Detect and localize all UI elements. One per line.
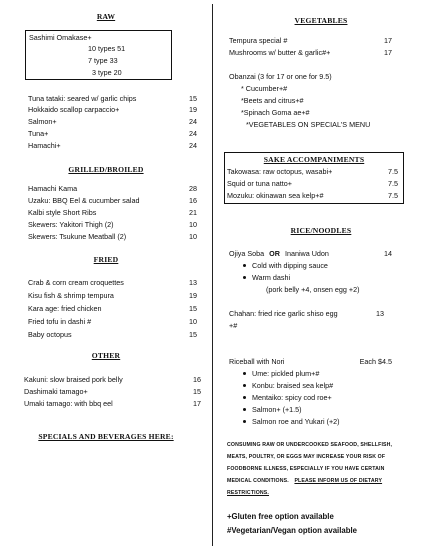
grilled-title: GRILLED/BROILED xyxy=(68,165,144,174)
menu-price: 15 xyxy=(193,387,201,396)
menu-item: Kara age: fried chicken xyxy=(28,304,102,313)
obanzai-item: *Beets and citrus+# xyxy=(241,96,304,105)
menu-item: Hamachi+ xyxy=(28,141,61,150)
gluten-legend: +Gluten free option available xyxy=(227,512,334,521)
menu-item: Uzaku: BBQ Eel & cucumber salad xyxy=(28,196,140,205)
raw-title: RAW xyxy=(96,12,116,21)
menu-item: Crab & corn cream croquettes xyxy=(28,278,124,287)
menu-price: 21 xyxy=(189,208,197,217)
notice-line: FOODBORNE ILLNESS, ESPECIALLY IF YOU HAVE CERTAIN xyxy=(227,466,385,472)
riceball-price: Each $4.5 xyxy=(359,357,392,366)
dietary-notice: PLEASE INFORM US OF DIETARY xyxy=(294,478,383,484)
menu-price: 28 xyxy=(189,184,197,193)
menu-item: Fried tofu in dashi # xyxy=(28,317,92,326)
other-title: OTHER xyxy=(91,351,121,360)
obanzai-title: Obanzai (3 for 17 or one for 9.5) xyxy=(229,72,332,81)
notice-line xyxy=(227,476,382,486)
menu-item: Mozuku: okinawan sea kelp+# xyxy=(227,191,324,200)
menu-price: 7.5 xyxy=(388,167,398,176)
menu-price: 10 xyxy=(189,232,197,241)
soba-name: Ojiya Soba xyxy=(229,249,265,258)
notice-text: MEDICAL CONDITIONS. xyxy=(227,478,289,484)
riceball-option: Mentaiko: spicy cod roe+ xyxy=(252,393,332,402)
menu-price: 14 xyxy=(384,249,392,258)
riceball-option: Salmon roe and Yukari (+2) xyxy=(252,417,340,426)
menu-price: 10 xyxy=(189,220,197,229)
menu-item: Kalbi style Short Ribs xyxy=(28,208,97,217)
omakase-option: 7 type 33 xyxy=(88,56,118,65)
right-column xyxy=(215,0,427,550)
menu-price: 7.5 xyxy=(388,179,398,188)
menu-price: 24 xyxy=(189,141,197,150)
specials-title: SPECIALS AND BEVERAGES HERE: xyxy=(38,432,174,441)
menu-item: Baby octopus xyxy=(28,330,72,339)
menu-item: Kisu fish & shrimp tempura xyxy=(28,291,114,300)
bullet-icon xyxy=(243,408,246,411)
menu-item: Mushrooms w/ butter & garlic#+ xyxy=(229,48,331,57)
riceball-option: Konbu: braised sea kelp# xyxy=(252,381,334,390)
vegan-legend: #Vegetarian/Vegan option available xyxy=(227,526,357,535)
menu-price: 19 xyxy=(189,291,197,300)
obanzai-item: * Cucumber+# xyxy=(241,84,288,93)
fried-title: FRIED xyxy=(93,255,119,264)
riceball-title: Riceball with Nori xyxy=(229,357,285,366)
menu-item: Dashimaki tamago+ xyxy=(24,387,88,396)
omakase-box xyxy=(25,30,172,80)
menu-item: Umaki tamago: with bbq eel xyxy=(24,399,113,408)
menu-item: Hokkaido scallop carpaccio+ xyxy=(28,105,120,114)
menu-item: Skewers: Tsukune Meatball (2) xyxy=(28,232,127,241)
bullet-icon xyxy=(243,384,246,387)
menu-price: 17 xyxy=(193,399,201,408)
bullet-icon xyxy=(243,420,246,423)
menu-item: Hamachi Kama xyxy=(28,184,78,193)
menu-price: 24 xyxy=(189,129,197,138)
vegetables-title: VEGETABLES xyxy=(294,16,348,25)
soba-option: Cold with dipping sauce xyxy=(252,261,328,270)
chahan-item-cont: +# xyxy=(229,321,238,330)
sake-title: SAKE ACCOMPANIMENTS xyxy=(263,155,365,164)
menu-item: Squid or tuna natto+ xyxy=(227,179,292,188)
soba-option: Warm dashi xyxy=(252,273,291,282)
dietary-notice-cont: RESTRICTIONS. xyxy=(227,490,270,496)
obanzai-item: *Spinach Goma ae+# xyxy=(241,108,310,117)
menu-price: 17 xyxy=(384,48,392,57)
sake-box xyxy=(224,152,404,204)
chahan-item: Chahan: fried rice garlic shiso egg xyxy=(229,309,338,318)
menu-price: 15 xyxy=(189,330,197,339)
menu-price: 7.5 xyxy=(388,191,398,200)
soba-line xyxy=(229,249,329,258)
omakase-option: 3 type 20 xyxy=(92,68,122,77)
menu-price: 17 xyxy=(384,36,392,45)
menu-price: 13 xyxy=(376,309,384,318)
menu-item: Salmon+ xyxy=(28,117,57,126)
menu-item: Tuna+ xyxy=(28,129,49,138)
menu-item: Tempura special # xyxy=(229,36,288,45)
menu-item: Takowasa: raw octopus, wasabi+ xyxy=(227,167,333,176)
left-column xyxy=(0,0,212,550)
soba-note: (pork belly +4, onsen egg +2) xyxy=(266,285,360,294)
riceball-option: Ume: pickled plum+# xyxy=(252,369,320,378)
menu-price: 19 xyxy=(189,105,197,114)
omakase-title: Sashimi Omakase+ xyxy=(29,33,92,42)
menu-price: 15 xyxy=(189,94,197,103)
bullet-icon xyxy=(243,396,246,399)
obanzai-item: *VEGETABLES ON SPECIAL'S MENU xyxy=(246,120,371,129)
menu-price: 10 xyxy=(189,317,197,326)
bullet-icon xyxy=(243,264,246,267)
udon-name: Inaniwa Udon xyxy=(284,249,329,258)
bullet-icon xyxy=(243,372,246,375)
riceball-option: Salmon+ (+1.5) xyxy=(252,405,302,414)
menu-price: 24 xyxy=(189,117,197,126)
bullet-icon xyxy=(243,276,246,279)
notice-line: MEATS, POULTRY, OR EGGS MAY INCREASE YOUR RISK OF xyxy=(227,454,386,460)
soba-or: OR xyxy=(269,249,280,258)
omakase-option: 10 types 51 xyxy=(88,44,126,53)
menu-item: Tuna tataki: seared w/ garlic chips xyxy=(28,94,137,103)
menu-item: Kakuni: slow braised pork belly xyxy=(24,375,123,384)
notice-line: CONSUMING RAW OR UNDERCOOKED SEAFOOD, SHELLFISH, xyxy=(227,442,393,448)
menu-price: 16 xyxy=(189,196,197,205)
menu-price: 13 xyxy=(189,278,197,287)
rice-title: RICE/NOODLES xyxy=(290,226,352,235)
column-divider xyxy=(212,4,213,546)
menu-price: 15 xyxy=(189,304,197,313)
menu-item: Skewers: Yakitori Thigh (2) xyxy=(28,220,114,229)
menu-price: 16 xyxy=(193,375,201,384)
